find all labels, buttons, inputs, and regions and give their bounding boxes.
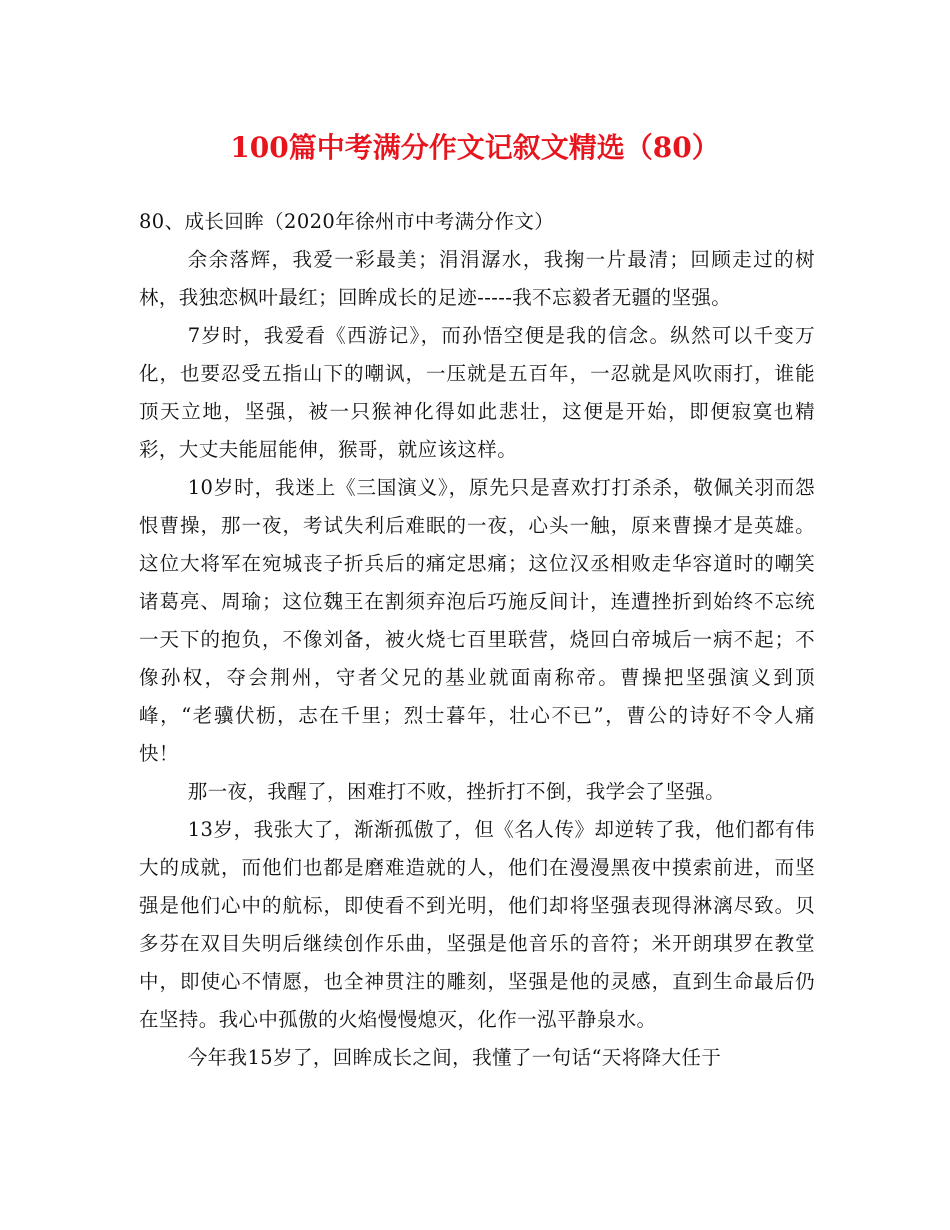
paragraph-4: 那一夜，我醒了，困难打不败，挫折打不倒，我学会了坚强。 [187, 780, 726, 803]
paragraph-5: 13岁，我张大了，渐渐孤傲了，但《名人传》却逆转了我，他们都有伟大的成就，而他们也都是磨难造就的人，他们在漫漫黑夜中摸索前进，而坚强是他们心中的航标，即使看不到光明，他们却将坚强表现得淋漓尽致。贝多芬在双目失明后继续创作乐曲，坚强是他音乐的音符；米开朗琪罗在教堂中，即使心不情愿，也全神贯注的雕刻，坚强是他的灵感，直到生命最后仍在坚持。我心中孤傲的火焰慢慢熄灭，化作一泓平静泉水。 [139, 818, 815, 1031]
paragraph-6: 今年我15岁了，回眸成长之间，我懂了一句话“天将降大任于 [187, 1046, 722, 1069]
paragraph-3: 10岁时，我迷上《三国演义》，原先只是喜欢打打杀杀，敬佩关羽而怨恨曹操，那一夜，考试失利后难眠的一夜，心头一触，原来曹操才是英雄。这位大将军在宛城丧子折兵后的痛定思痛；这位汉丞相败走华容道时的嘲笑诸葛亮、周瑜；这位魏王在割须弃泡后巧施反间计，连遭挫折到始终不忘统一天下的抱负，不像刘备，被火烧七百里联营，烧回白帝城后一病不起；不像孙权，夺会荆州，守者父兄的基业就面南称帝。曹操把坚强演义到顶峰，“老骥伏枥，志在千里；烈士暮年，壮心不已”，曹公的诗好不令人痛快！ [139, 476, 815, 765]
paragraph-1: 余余落辉，我爱一彩最美；涓涓潺水，我掬一片最清；回顾走过的树林，我独恋枫叶最红；回眸成长的足迹-----我不忘毅者无疆的坚强。 [139, 248, 815, 309]
paragraph-2: 7岁时，我爱看《西游记》，而孙悟空便是我的信念。纵然可以千变万化，也要忍受五指山下的嘲讽，一压就是五百年，一忍就是风吹雨打，谁能顶天立地，坚强，被一只猴神化得如此悲壮，这便是开始，即便寂寞也精彩，大丈夫能屈能伸，猴哥，就应该这样。 [139, 324, 815, 461]
document-title: 100篇中考满分作文记叙文精选（80） [230, 131, 720, 164]
essay-subtitle: 80、成长回眸（2020年徐州市中考满分作文） [139, 210, 555, 233]
document-body [139, 203, 815, 1077]
